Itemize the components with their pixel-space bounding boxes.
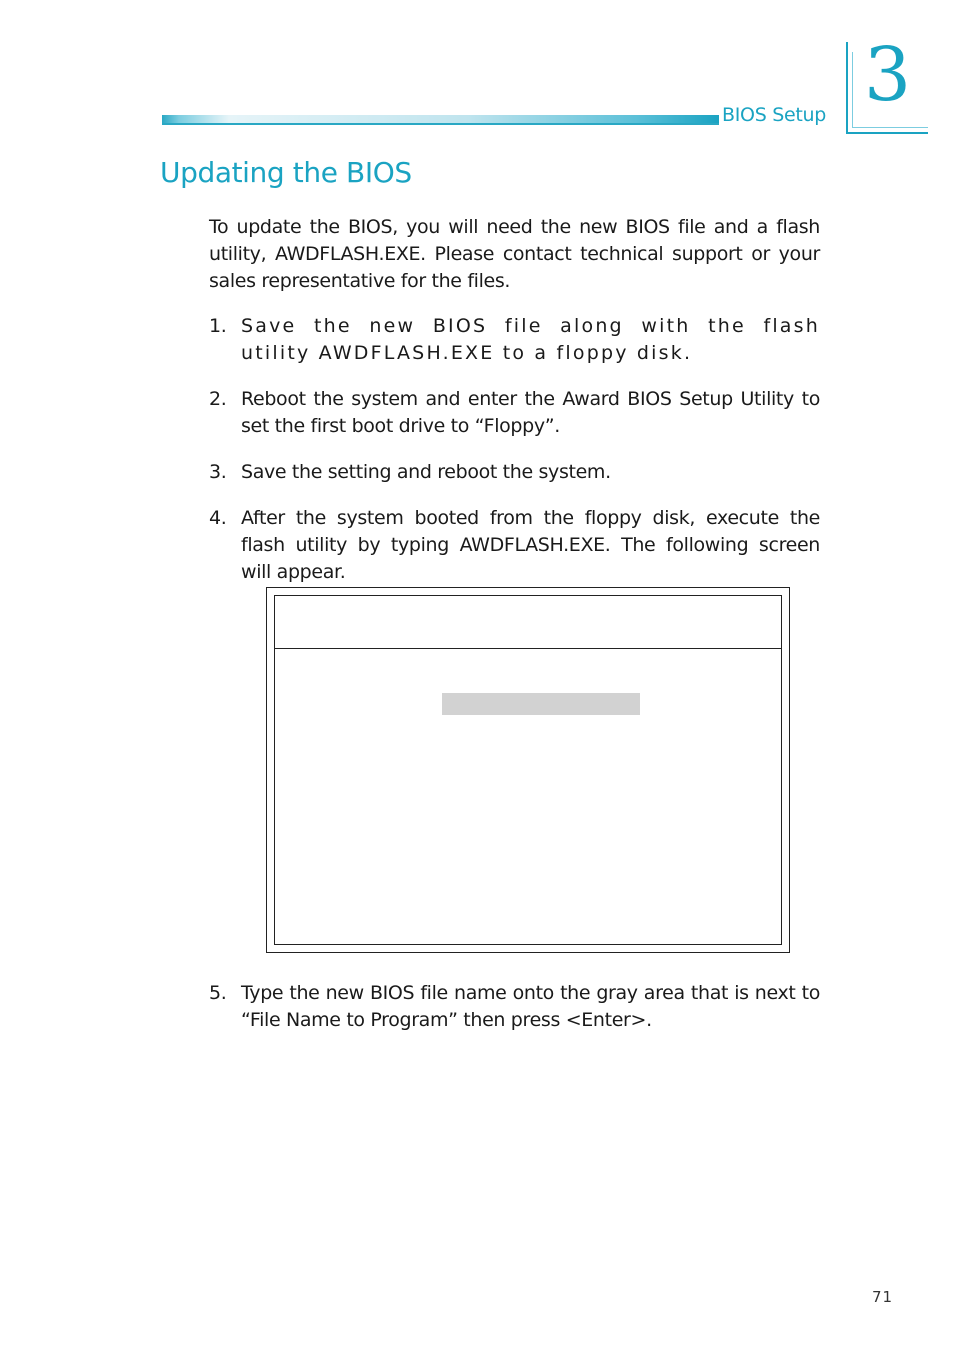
step-number: 2. [209, 388, 227, 410]
step-number: 4. [209, 507, 227, 529]
step-text: Type the new BIOS file name onto the gray area that is next to “File Name to Program” then press <Enter>. [241, 982, 820, 1031]
intro-paragraph: To update the BIOS, you will need the new BIOS file and a flash utility, AWDFLASH.EXE. Please contact technical support or your sales representative for the files. [209, 216, 820, 292]
header-rule [162, 115, 719, 125]
file-name-input-area [442, 693, 640, 715]
list-item [209, 386, 820, 440]
screen-frame [274, 595, 782, 945]
screen-header-area [275, 596, 781, 649]
list-item [209, 505, 820, 586]
step-text: After the system booted from the floppy disk, execute the flash utility by typing AWDFLASH.EXE. The following screen will appear. [241, 507, 820, 583]
flash-utility-screen [266, 587, 790, 953]
step-text: Save the new BIOS file along with the flash utility AWDFLASH.EXE to a floppy disk. [241, 315, 820, 364]
step-number: 1. [209, 315, 227, 337]
running-header: BIOS Setup [722, 104, 826, 126]
list-item [209, 313, 820, 367]
step-text: Save the setting and reboot the system. [241, 461, 611, 483]
chapter-number: 3 [864, 32, 912, 118]
list-item [209, 459, 820, 486]
list-item [209, 980, 820, 1034]
step-text: Reboot the system and enter the Award BIOS Setup Utility to set the first boot drive to “Floppy”. [241, 388, 820, 437]
step-number: 5. [209, 982, 227, 1004]
step-number: 3. [209, 461, 227, 483]
page-number: 71 [872, 1288, 894, 1306]
page-title: Updating the BIOS [160, 156, 412, 189]
